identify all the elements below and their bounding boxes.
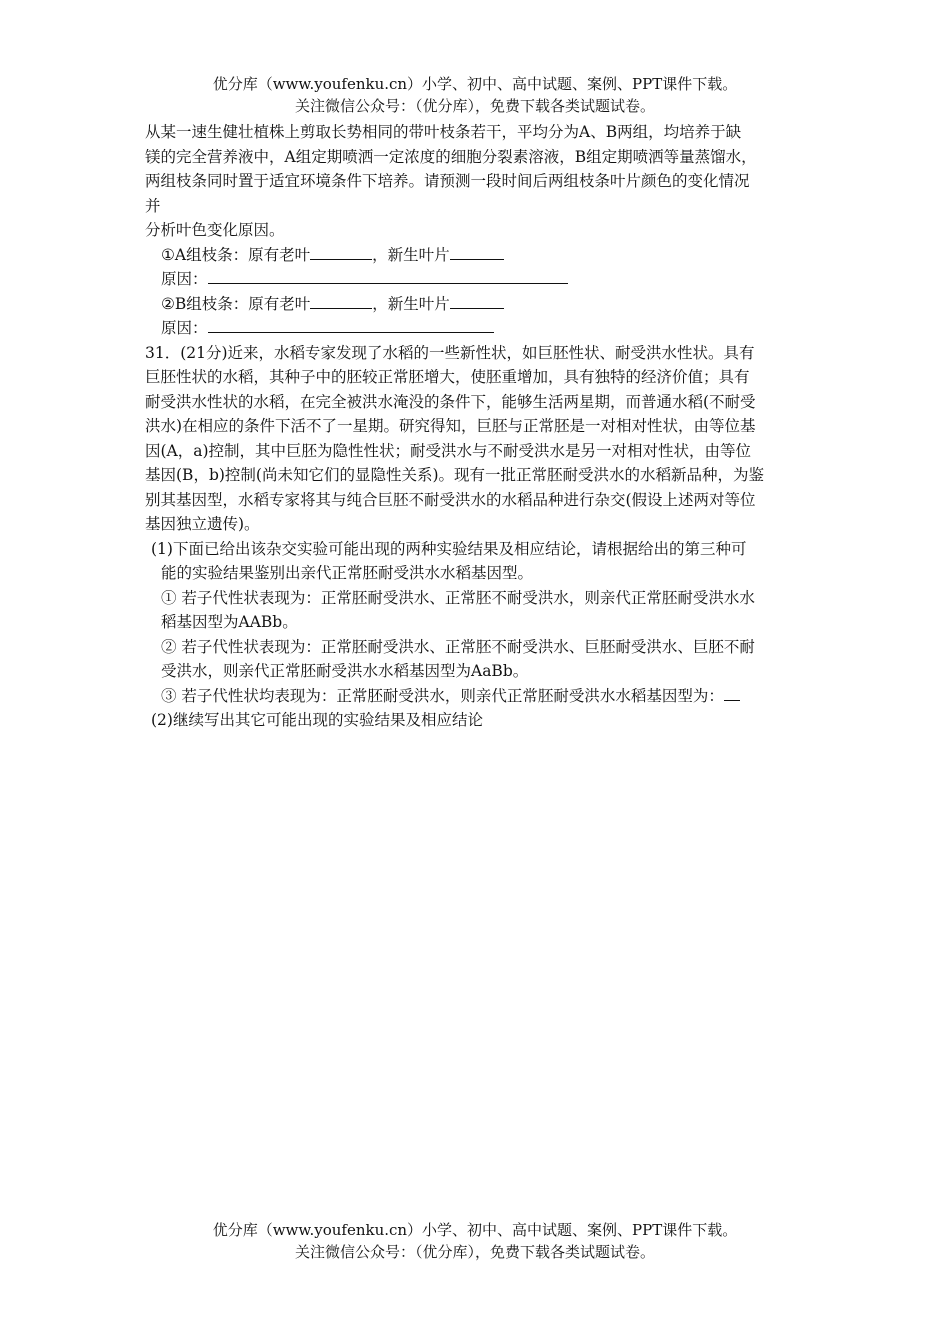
q30-b-reason-label: 原因：: [161, 319, 208, 337]
footer-line-1: 优分库（www.youfenku.cn）小学、初中、高中试题、案例、PPT课件下载。: [212, 1221, 738, 1239]
q30-a-reason-row: [145, 267, 815, 292]
q30-line: 分析叶色变化原因。: [145, 221, 285, 239]
q31-line: 洪水)在相应的条件下活不了一星期。研究得知，巨胚与正常胚是一对相对性状，由等位基: [145, 417, 756, 435]
q31-case1: ① 若子代性状表现为：正常胚耐受洪水、正常胚不耐受洪水，则亲代正常胚耐受洪水水: [161, 588, 755, 607]
q31-line: 31．(21分)近来，水稻专家发现了水稻的一些新性状，如巨胚性状、耐受洪水性状。具有: [145, 343, 755, 362]
q31-case1-cont: 稻基因型为AABb。: [161, 613, 298, 631]
q30-b-reason-blank[interactable]: [208, 316, 494, 333]
q30-line: 两组枝条同时置于适宜环境条件下培养。请预测一段时间后两组枝条叶片颜色的变化情况: [145, 172, 750, 190]
q30-b-old-leaf-blank[interactable]: [310, 292, 372, 309]
q30-a-old-leaf-blank[interactable]: [310, 243, 372, 260]
q31-line: 因(A，a)控制，其中巨胚为隐性性状；耐受洪水与不耐受洪水是另一对相对性状，由等位: [145, 441, 752, 460]
q30-a-new-leaf-blank[interactable]: [450, 243, 504, 260]
footer-line-2: 关注微信公众号：（优分库），免费下载各类试题试卷。: [294, 1243, 655, 1261]
q31-case2-cont: 受洪水，则亲代正常胚耐受洪水水稻基因型为AaBb。: [161, 662, 529, 680]
q30-a-mid: ，新生叶片: [372, 245, 450, 264]
q31-line: 基因(B，b)控制(尚未知它们的显隐性关系)。现有一批正常胚耐受洪水的水稻新品种，为鉴: [145, 466, 765, 484]
q30-line: 并: [145, 196, 161, 215]
q31-case3-blank[interactable]: [724, 684, 740, 701]
q30-a-label: ①A组枝条：原有老叶: [161, 245, 311, 264]
q30-group-b: [145, 292, 815, 317]
q31-line: 基因独立遗传)。: [145, 515, 260, 533]
header-line-1: 优分库（www.youfenku.cn）小学、初中、高中试题、案例、PPT课件下载。: [212, 75, 738, 93]
q31-part1-prompt: (1)下面已给出该杂交实验可能出现的两种实验结果及相应结论，请根据给出的第三种可: [151, 539, 747, 558]
q30-b-mid: ，新生叶片: [372, 294, 450, 313]
q31-part1-prompt-cont: 能的实验结果鉴别出亲代正常胚耐受洪水水稻基因型。: [161, 564, 534, 582]
q30-a-reason-blank[interactable]: [208, 267, 568, 284]
q30-b-new-leaf-blank[interactable]: [450, 292, 504, 309]
q30-line: 镁的完全营养液中，A组定期喷洒一定浓度的细胞分裂素溶液，B组定期喷洒等量蒸馏水，: [145, 147, 757, 166]
page-footer: [0, 1219, 950, 1263]
q30-group-a: [145, 243, 815, 268]
q31-case2: ② 若子代性状表现为：正常胚耐受洪水、正常胚不耐受洪水、巨胚耐受洪水、巨胚不耐: [161, 637, 755, 656]
q31-line: 巨胚性状的水稻，其种子中的胚较正常胚增大，使胚重增加，具有独特的经济价值；具有: [145, 368, 750, 386]
q30-a-reason-label: 原因：: [161, 270, 208, 288]
q30-b-reason-row: [145, 316, 815, 341]
q30-line: 从某一速生健壮植株上剪取长势相同的带叶枝条若干，平均分为A、B两组，均培养于缺: [145, 123, 742, 141]
header-line-2: 关注微信公众号：（优分库），免费下载各类试题试卷。: [294, 97, 655, 115]
page-header: [0, 73, 950, 117]
q31-part2-prompt: (2)继续写出其它可能出现的实验结果及相应结论: [151, 711, 483, 729]
q31-line: 别其基因型，水稻专家将其与纯合巨胚不耐受洪水的水稻品种进行杂交(假设上述两对等位: [145, 490, 756, 509]
q31-case3-text: ③ 若子代性状均表现为：正常胚耐受洪水，则亲代正常胚耐受洪水水稻基因型为：: [161, 686, 724, 705]
document-body: [145, 120, 815, 733]
q30-b-label: ②B组枝条：原有老叶: [161, 294, 311, 313]
q31-case3: [145, 684, 815, 709]
q31-line: 耐受洪水性状的水稻，在完全被洪水淹没的条件下，能够生活两星期，而普通水稻(不耐受: [145, 392, 756, 411]
